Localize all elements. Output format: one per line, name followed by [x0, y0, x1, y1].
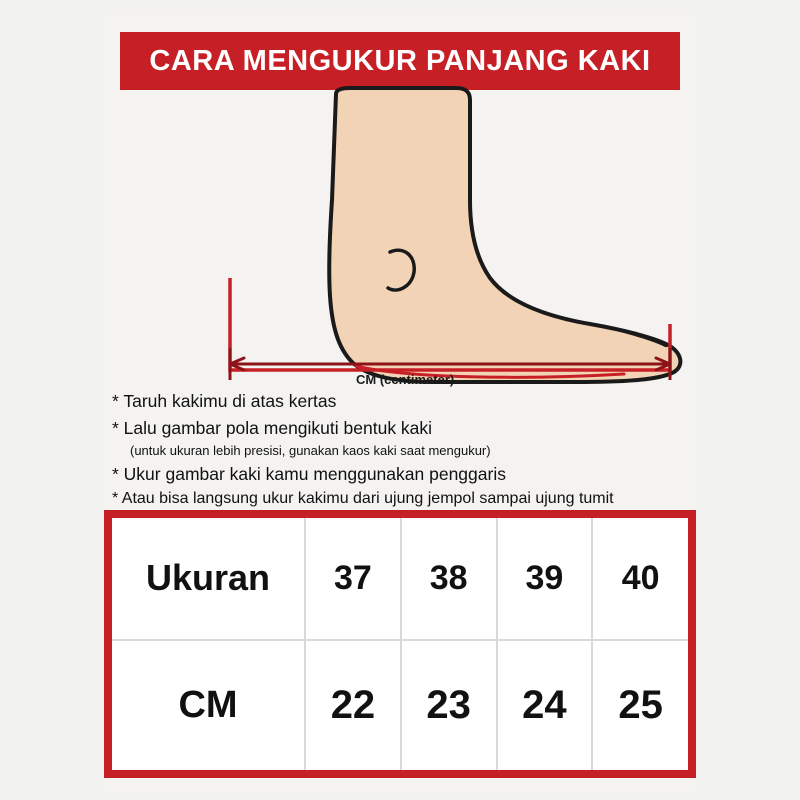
- table-row-header: Ukuran: [112, 518, 305, 640]
- instruction-item: * Taruh kakimu di atas kertas: [112, 391, 337, 411]
- foot-diagram-svg: [104, 80, 696, 400]
- poster-inner-panel: [104, 10, 696, 792]
- instruction-item: * Lalu gambar pola mengikuti bentuk kaki: [112, 417, 433, 438]
- table-cell: 37: [305, 518, 401, 640]
- instruction-item: * Ukur gambar kaki kamu menggunakan penggaris: [112, 463, 506, 484]
- foot-illustration: [104, 80, 696, 400]
- table-row: [112, 518, 688, 640]
- table-cell: 24: [497, 640, 593, 770]
- measurement-unit-label: CM (centimeter): [356, 372, 455, 387]
- instruction-item: * Atau bisa langsung ukur kakimu dari ujung jempol sampai ujung tumit: [112, 490, 614, 508]
- instructions-list: [108, 388, 696, 512]
- table-cell: 23: [401, 640, 497, 770]
- table-cell: 40: [592, 518, 688, 640]
- table-cell: 25: [592, 640, 688, 770]
- size-table-container: [104, 510, 696, 778]
- table-cell: 38: [401, 518, 497, 640]
- table-row-header: CM: [112, 640, 305, 770]
- foot-shape: [329, 88, 680, 382]
- size-table: [112, 518, 688, 770]
- instruction-note: (untuk ukuran lebih presisi, gunakan kaos kaki saat mengukur): [130, 443, 491, 459]
- page-title: CARA MENGUKUR PANJANG KAKI: [149, 44, 651, 77]
- table-row: [112, 640, 688, 770]
- table-cell: 22: [305, 640, 401, 770]
- table-cell: 39: [497, 518, 593, 640]
